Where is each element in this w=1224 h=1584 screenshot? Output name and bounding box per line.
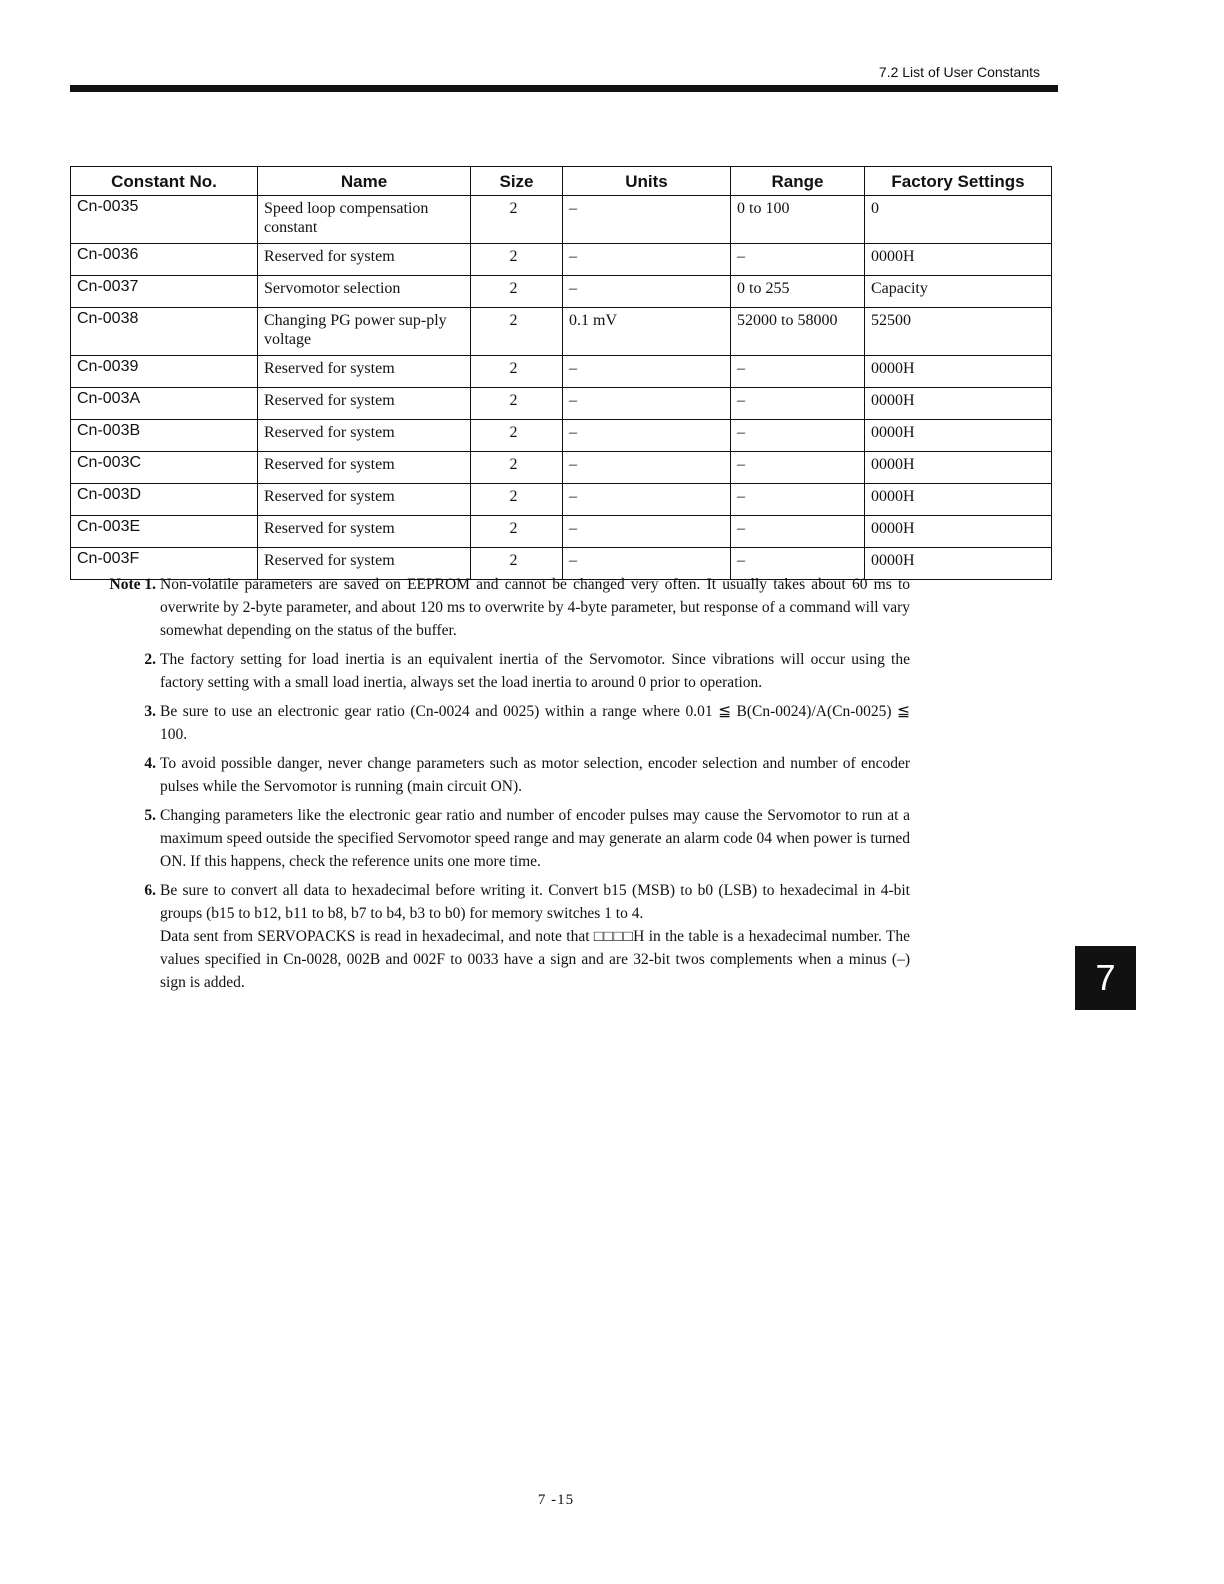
note-number: Note 1. — [109, 576, 156, 593]
note-number: 3. — [144, 703, 156, 720]
table-header-row — [71, 167, 1052, 196]
constant-no-cell: Cn-003C — [71, 452, 258, 484]
range-cell: – — [731, 484, 865, 516]
table-row — [71, 484, 1052, 516]
range-cell: 0 to 100 — [731, 196, 865, 244]
name-cell: Changing PG power sup-ply voltage — [258, 308, 471, 356]
constant-no-cell: Cn-003A — [71, 388, 258, 420]
range-cell: – — [731, 388, 865, 420]
units-cell: – — [563, 452, 731, 484]
table-row — [71, 196, 1052, 244]
range-cell: 52000 to 58000 — [731, 308, 865, 356]
column-header: Constant No. — [71, 167, 258, 196]
note-number: 5. — [144, 807, 156, 824]
units-cell: – — [563, 196, 731, 244]
factory-setting-cell: 0000H — [865, 420, 1052, 452]
constant-no-cell: Cn-003F — [71, 548, 258, 580]
units-cell: – — [563, 484, 731, 516]
note-text: Be sure to use an electronic gear ratio (Cn-0024 and 0025) within a range where 0.01 ≦ B(Cn-0024)/A(Cn-0025) ≦ 100. — [160, 703, 910, 743]
size-cell: 2 — [471, 196, 563, 244]
column-header: Size — [471, 167, 563, 196]
size-cell: 2 — [471, 548, 563, 580]
page-number: 7 -15 — [537, 1492, 575, 1508]
factory-setting-cell: Capacity — [865, 276, 1052, 308]
units-cell: – — [563, 548, 731, 580]
column-header: Name — [258, 167, 471, 196]
range-cell: – — [731, 548, 865, 580]
factory-setting-cell: 0000H — [865, 356, 1052, 388]
note-text: To avoid possible danger, never change parameters such as motor selection, encoder selection and number of encoder pulses while the Servomotor is running (main circuit ON). — [160, 755, 910, 795]
section-title: 7.2 List of User Constants — [878, 64, 1040, 80]
table-row — [71, 388, 1052, 420]
factory-setting-cell: 0000H — [865, 388, 1052, 420]
size-cell: 2 — [471, 244, 563, 276]
size-cell: 2 — [471, 356, 563, 388]
units-cell: – — [563, 356, 731, 388]
size-cell: 2 — [471, 516, 563, 548]
column-header: Range — [731, 167, 865, 196]
note-text: The factory setting for load inertia is an equivalent inertia of the Servomotor. Since vibrations will occur using the factory setting with a small load inertia, always set the load inertia to around 0 prior to operation. — [160, 651, 910, 691]
range-cell: – — [731, 356, 865, 388]
note-text: Data sent from SERVOPACKS is read in hexadecimal, and note that □□□□H in the table is a hexadecimal number. The values specified in Cn-0028, 002B and 002F to 0033 have a sign and are 32-bit twos complements when a minus (–) sign is added. — [160, 928, 910, 991]
column-header: Factory Settings — [865, 167, 1052, 196]
table-row — [71, 276, 1052, 308]
factory-setting-cell: 0000H — [865, 516, 1052, 548]
constant-no-cell: Cn-0037 — [71, 276, 258, 308]
name-cell: Reserved for system — [258, 388, 471, 420]
user-constants-table — [70, 166, 1052, 580]
column-header: Units — [563, 167, 731, 196]
note-1 — [94, 573, 910, 642]
units-cell: – — [563, 276, 731, 308]
note-6 — [94, 879, 910, 994]
constant-no-cell: Cn-0035 — [71, 196, 258, 244]
name-cell: Reserved for system — [258, 452, 471, 484]
note-2 — [94, 648, 910, 694]
constant-no-cell: Cn-0036 — [71, 244, 258, 276]
size-cell: 2 — [471, 484, 563, 516]
note-number: 4. — [144, 755, 156, 772]
factory-setting-cell: 52500 — [865, 308, 1052, 356]
header-rule — [70, 85, 1058, 92]
size-cell: 2 — [471, 276, 563, 308]
constant-no-cell: Cn-0039 — [71, 356, 258, 388]
factory-setting-cell: 0000H — [865, 244, 1052, 276]
range-cell: – — [731, 244, 865, 276]
constant-no-cell: Cn-0038 — [71, 308, 258, 356]
range-cell: – — [731, 420, 865, 452]
size-cell: 2 — [471, 452, 563, 484]
factory-setting-cell: 0000H — [865, 548, 1052, 580]
note-3 — [94, 700, 910, 746]
size-cell: 2 — [471, 388, 563, 420]
range-cell: – — [731, 516, 865, 548]
note-text: Changing parameters like the electronic gear ratio and number of encoder pulses may cause the Servomotor to run at a maximum speed outside the specified Servomotor speed range and may generate an alarm code 04 when power is turned ON. If this happens, check the reference units one more time. — [160, 807, 910, 870]
units-cell: 0.1 mV — [563, 308, 731, 356]
table-row — [71, 356, 1052, 388]
range-cell: – — [731, 452, 865, 484]
factory-setting-cell: 0000H — [865, 452, 1052, 484]
factory-setting-cell: 0 — [865, 196, 1052, 244]
name-cell: Reserved for system — [258, 420, 471, 452]
table-row — [71, 308, 1052, 356]
name-cell: Reserved for system — [258, 484, 471, 516]
units-cell: – — [563, 420, 731, 452]
constant-no-cell: Cn-003D — [71, 484, 258, 516]
table-row — [71, 452, 1052, 484]
units-cell: – — [563, 388, 731, 420]
name-cell: Reserved for system — [258, 516, 471, 548]
name-cell: Reserved for system — [258, 356, 471, 388]
note-number: 6. — [144, 882, 156, 899]
notes-section — [94, 573, 910, 1000]
name-cell: Servomotor selection — [258, 276, 471, 308]
factory-setting-cell: 0000H — [865, 484, 1052, 516]
note-4 — [94, 752, 910, 798]
name-cell: Reserved for system — [258, 548, 471, 580]
units-cell: – — [563, 516, 731, 548]
range-cell: 0 to 255 — [731, 276, 865, 308]
constant-no-cell: Cn-003E — [71, 516, 258, 548]
constant-no-cell: Cn-003B — [71, 420, 258, 452]
chapter-tab: 7 — [1075, 946, 1136, 1010]
units-cell: – — [563, 244, 731, 276]
note-text: Be sure to convert all data to hexadecimal before writing it. Convert b15 (MSB) to b0 (LSB) to hexadecimal in 4-bit groups (b15 to b12, b11 to b8, b7 to b4, b3 to b0) for memory switches 1 to 4. — [160, 882, 910, 922]
note-text: Non-volatile parameters are saved on EEPROM and cannot be changed very often. It usually takes about 60 ms to overwrite by 2-byte parameter, and about 120 ms to overwrite by 4-byte parameter, but response of a command will vary somewhat depending on the status of the buffer. — [160, 576, 910, 639]
name-cell: Speed loop compensation constant — [258, 196, 471, 244]
table-row — [71, 420, 1052, 452]
table-row — [71, 516, 1052, 548]
table-row — [71, 244, 1052, 276]
note-5 — [94, 804, 910, 873]
note-number: 2. — [144, 651, 156, 668]
size-cell: 2 — [471, 308, 563, 356]
name-cell: Reserved for system — [258, 244, 471, 276]
size-cell: 2 — [471, 420, 563, 452]
